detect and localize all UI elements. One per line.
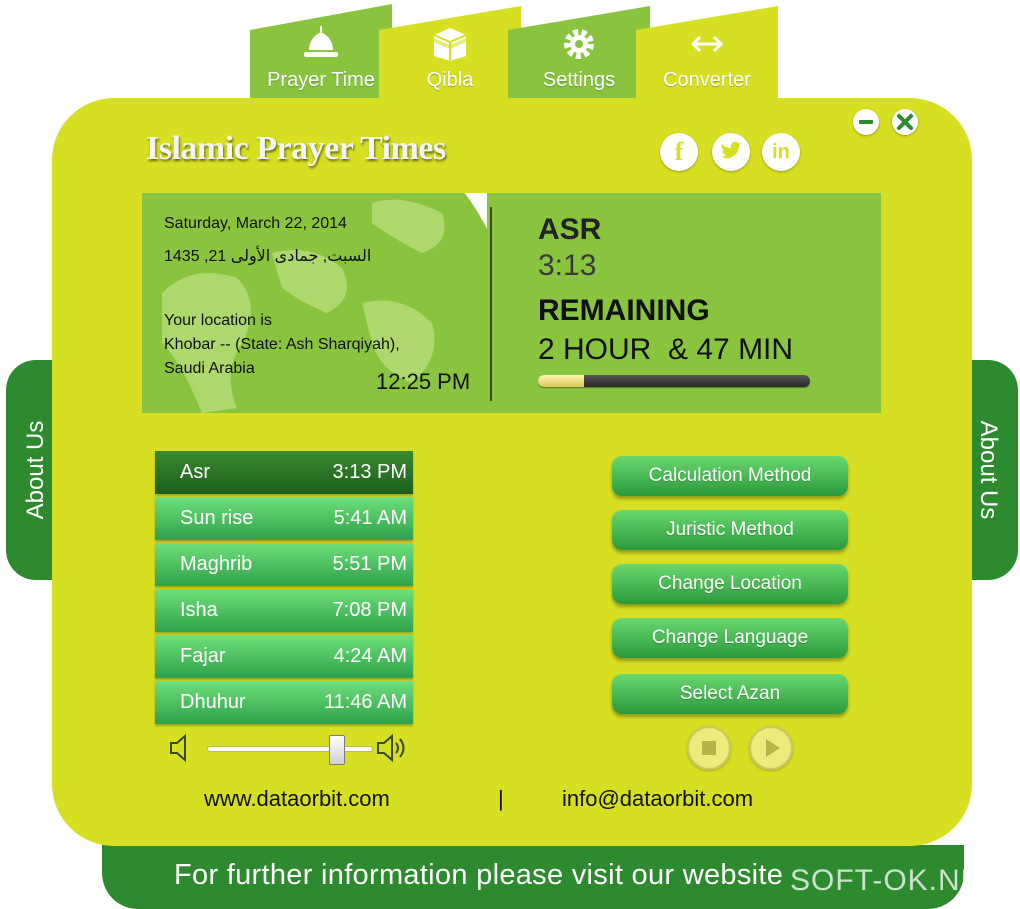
mosque-icon — [301, 26, 341, 62]
minimize-icon — [853, 109, 879, 135]
arrows-left-right-icon — [687, 26, 727, 62]
kaaba-icon — [430, 26, 470, 62]
stop-button[interactable] — [687, 726, 731, 770]
prayer-time: 7:08 PM — [332, 599, 407, 621]
about-us-label: About Us — [22, 420, 49, 520]
speaker-loud-icon[interactable] — [376, 733, 412, 763]
twitter-button[interactable] — [712, 133, 750, 171]
facebook-icon: f — [674, 137, 684, 166]
speaker-mute-icon[interactable] — [168, 733, 196, 763]
prayer-name: Sun rise — [180, 507, 254, 529]
calculation-method-button[interactable]: Calculation Method — [612, 456, 848, 496]
prayer-time: 4:24 AM — [333, 645, 407, 667]
banner-text: For further information please visit our website — [174, 859, 784, 891]
next-prayer-time: 3:13 — [538, 249, 597, 282]
prayer-name: Maghrib — [180, 553, 253, 575]
email-link[interactable]: info@dataorbit.com — [562, 786, 754, 811]
linkedin-button[interactable] — [762, 133, 800, 171]
volume-slider-track[interactable] — [208, 747, 372, 751]
about-us-label: About Us — [975, 420, 1002, 520]
progress-fill — [538, 375, 584, 387]
volume-slider-thumb[interactable] — [329, 735, 345, 765]
hijri-date: السبت, جمادى الأولى 21, 1435 — [164, 248, 372, 265]
location-city: Khobar -- (State: Ash Sharqiyah), — [164, 336, 400, 353]
facebook-button[interactable] — [660, 133, 698, 171]
tab-qibla[interactable] — [375, 0, 525, 110]
prayer-name: Isha — [180, 599, 218, 621]
location-label: Your location is — [164, 312, 272, 329]
tab-label: Prayer Time — [267, 69, 375, 91]
prayer-row-asr[interactable] — [155, 451, 413, 494]
location-country: Saudi Arabia — [164, 360, 255, 377]
info-panel — [142, 193, 881, 413]
close-button[interactable] — [892, 109, 918, 135]
prayer-name: Dhuhur — [180, 691, 246, 713]
prayer-time: 11:46 AM — [323, 691, 407, 713]
prayer-row-isha[interactable] — [155, 589, 413, 632]
current-time: 12:25 PM — [376, 369, 471, 394]
stop-icon — [687, 726, 731, 770]
prayer-row-fajar[interactable] — [155, 635, 413, 678]
panel-divider — [490, 207, 492, 401]
prayer-time: 5:41 AM — [333, 507, 407, 529]
minimize-button[interactable] — [853, 109, 879, 135]
play-icon — [749, 726, 793, 770]
next-prayer-name: ASR — [538, 213, 602, 246]
play-button[interactable] — [749, 726, 793, 770]
tab-prayer-time[interactable] — [246, 0, 396, 110]
prayer-row-sunrise[interactable] — [155, 497, 413, 540]
select-azan-button[interactable]: Select Azan — [612, 674, 848, 714]
app-title: Islamic Prayer Times — [146, 130, 446, 167]
juristic-method-button[interactable]: Juristic Method — [612, 510, 848, 550]
change-language-button[interactable]: Change Language — [612, 618, 848, 658]
footer-separator: | — [498, 786, 504, 811]
website-link[interactable]: www.dataorbit.com — [204, 786, 390, 811]
linkedin-icon: in — [772, 141, 790, 163]
prayer-time: 3:13 PM — [332, 461, 407, 483]
tab-converter[interactable] — [632, 0, 782, 110]
prayer-time: 5:51 PM — [332, 553, 407, 575]
prayer-name: Asr — [180, 461, 210, 483]
change-location-button[interactable]: Change Location — [612, 564, 848, 604]
prayer-name: Fajar — [180, 645, 226, 667]
remaining-progress-bar — [538, 375, 810, 387]
remaining-value: 2 HOUR & 47 MIN — [538, 333, 794, 366]
close-icon — [892, 109, 918, 135]
watermark: SOFT-OK.NET — [790, 864, 1002, 897]
prayer-row-maghrib[interactable] — [155, 543, 413, 586]
remaining-label: REMAINING — [538, 294, 710, 327]
tab-label: Qibla — [426, 69, 474, 91]
tab-label: Settings — [542, 69, 616, 91]
prayer-row-dhuhur[interactable] — [155, 681, 413, 724]
gear-icon — [559, 26, 599, 62]
twitter-icon — [712, 133, 750, 171]
gregorian-date: Saturday, March 22, 2014 — [164, 215, 347, 232]
tab-label: Converter — [663, 69, 751, 91]
